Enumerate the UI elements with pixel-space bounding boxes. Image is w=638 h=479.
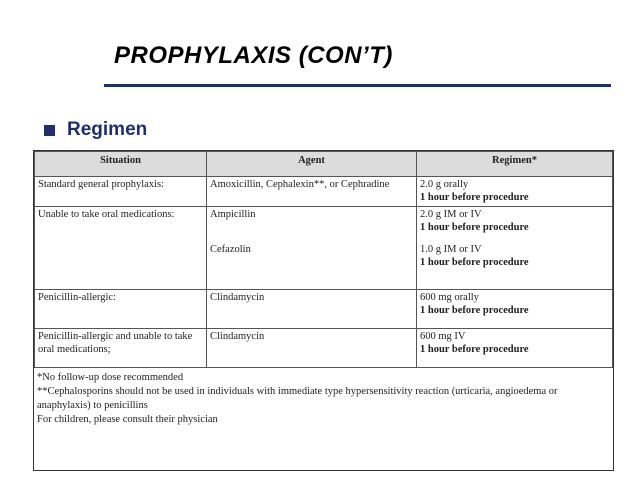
- situation-cell: Penicillin-allergic:: [35, 290, 207, 329]
- regimen-dose: 600 mg IV: [420, 331, 466, 342]
- agent-cell: Amoxicillin, Cephalexin**, or Cephradine: [207, 177, 417, 207]
- situation-cell: Penicillin-allergic and unable to take oral medications;: [35, 329, 207, 368]
- square-bullet-icon: [44, 125, 55, 136]
- table-row: [35, 290, 613, 329]
- table-row: [35, 177, 613, 207]
- bullet-label: Regimen: [67, 119, 148, 140]
- column-header-situation: Situation: [35, 152, 207, 177]
- regimen-cell: [417, 329, 613, 368]
- agent-cell: [207, 207, 417, 290]
- regimen-timing: 1 hour before procedure: [420, 304, 529, 316]
- footnote: *No follow-up dose recommended: [37, 372, 184, 383]
- bullet-item: [44, 119, 147, 141]
- regimen-cell: [417, 177, 613, 207]
- table-footnotes: [34, 368, 613, 430]
- regimen-dose: 1.0 g IM or IV: [420, 244, 482, 255]
- situation-cell: Unable to take oral medications:: [35, 207, 207, 290]
- regimen-cell: [417, 290, 613, 329]
- regimen-timing: 1 hour before procedure: [420, 343, 529, 355]
- regimen-timing: 1 hour before procedure: [420, 191, 529, 203]
- agent-cell: Clindamycin: [207, 290, 417, 329]
- regimen-timing: 1 hour before procedure: [420, 256, 529, 268]
- title-underline: [104, 84, 611, 87]
- agent-cell: Clindamycin: [207, 329, 417, 368]
- regimen-dose: 600 mg orally: [420, 292, 479, 303]
- agent-name: Ampicillin: [210, 209, 256, 220]
- table-header-row: [35, 152, 613, 177]
- regimen-table: [34, 151, 613, 368]
- agent-name: Cefazolin: [210, 243, 251, 255]
- table-row: [35, 207, 613, 290]
- regimen-document: [33, 150, 614, 471]
- footnote: For children, please consult their physician: [37, 414, 218, 425]
- footnote: **Cephalosporins should not be used in individuals with immediate type hypersensitivity reaction (urticaria, angioedema or anaphylaxis) to penicillins: [37, 386, 558, 411]
- column-header-agent: Agent: [207, 152, 417, 177]
- situation-cell: Standard general prophylaxis:: [35, 177, 207, 207]
- regimen-dose: 2.0 g IM or IV: [420, 209, 482, 220]
- table-row: [35, 329, 613, 368]
- regimen-dose: 2.0 g orally: [420, 179, 469, 190]
- regimen-timing: 1 hour before procedure: [420, 221, 529, 233]
- slide-title: PROPHYLAXIS (CON’T): [114, 42, 393, 69]
- regimen-cell: [417, 207, 613, 290]
- column-header-regimen: Regimen*: [417, 152, 613, 177]
